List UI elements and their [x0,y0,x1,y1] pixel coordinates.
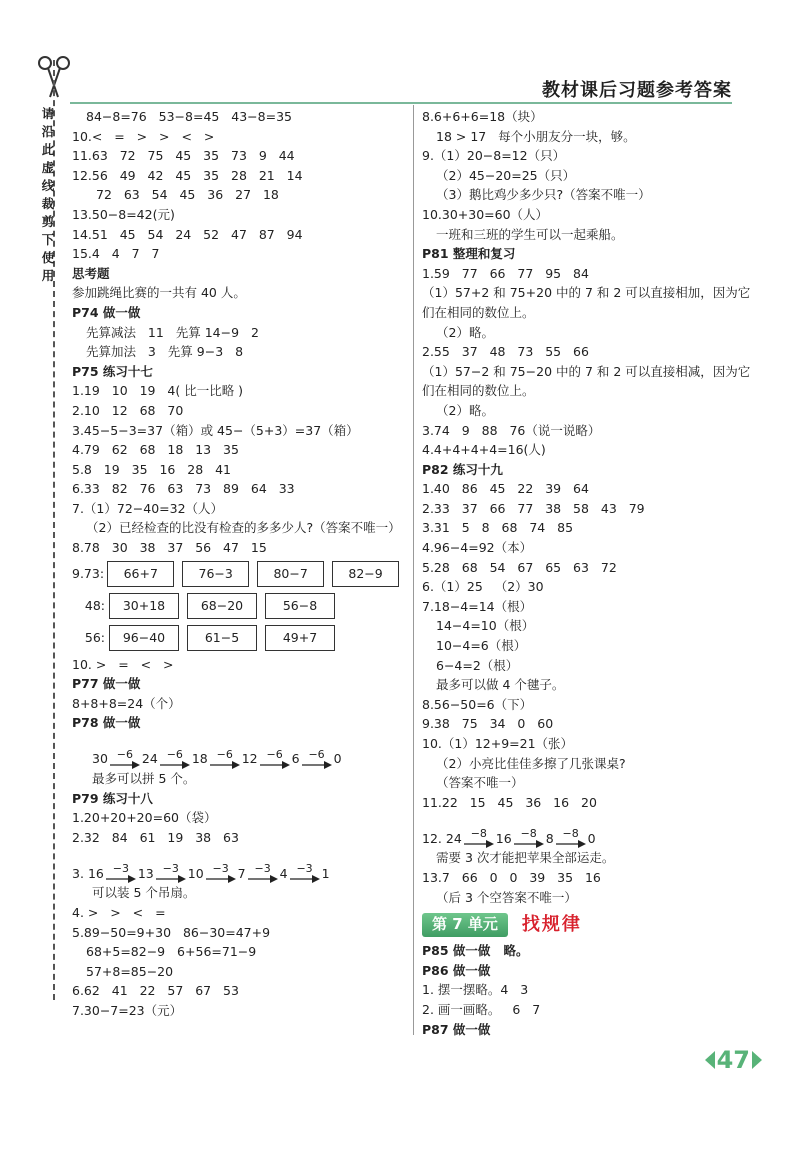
expression-box: 61−5 [187,625,257,651]
answer-line: 可以装 5 个吊扇。 [92,885,196,901]
chain-number: 10 [187,865,204,881]
right-column [422,107,752,1039]
arrow-label: −8 [470,827,487,841]
answer-line: 15.4 4 7 7 [72,246,160,262]
answer-line: （1）57+2 和 75+20 中的 7 和 2 可以直接相加，因为它们在相同的数位上。 [422,285,751,320]
section-heading: P87 做一做 [422,1021,491,1037]
chain-number: 18 [191,751,208,767]
chain-number: 30 [92,751,108,767]
answer-line: 最多可以拼 5 个。 [92,771,196,787]
answer-line: 需要 3 次才能把苹果全部运走。 [436,850,615,866]
answer-line: 2. 画一画略。 6 7 [422,1001,541,1017]
expression-box: 56−8 [265,593,335,619]
expression-box: 96−40 [109,625,179,651]
column-divider [413,105,414,1035]
chain-number: 0 [333,751,342,767]
arrow-label: −3 [112,862,129,876]
answer-line: 8.78 30 38 37 56 47 15 [72,540,267,556]
arrow-label: −8 [562,827,579,841]
arrow-label: −6 [116,748,134,762]
arrow-label: −3 [254,862,271,876]
answer-line: 参加跳绳比赛的一共有 40 人。 [72,285,246,301]
answer-line: 10.30+30=60（人） [422,206,549,222]
chain-arrow [302,749,332,769]
expression-box: 76−3 [182,561,249,587]
chain-arrow [156,863,186,883]
chain-arrow [110,749,140,769]
answer-line: （答案不唯一） [436,775,524,791]
arrow-right-icon [210,761,240,769]
question-number: 12. [422,830,442,846]
answer-line: 6.（1）25 （2）30 [422,579,544,595]
chain-number: 16 [87,865,104,881]
triangle-right-icon [752,1051,762,1069]
q9-row-48 [72,591,407,622]
answer-line: 13.50−8=42(元) [72,206,175,222]
section-heading: P77 做一做 [72,676,141,692]
section-heading: P82 练习十九 [422,461,503,477]
answer-line: （2）略。 [436,402,494,418]
chain-number: 16 [495,830,512,846]
chain-arrow [206,863,236,883]
answer-line: 72 63 54 45 36 27 18 [96,187,279,203]
section-heading: P79 练习十八 [72,790,153,806]
answer-line: 9.38 75 34 0 60 [422,716,554,732]
answer-line: 一班和三班的学生可以一起乘船。 [436,226,624,242]
answer-line: 1.19 10 19 4( 比一比略 ) [72,383,244,399]
arrow-right-icon [260,761,290,769]
answer-line: 10−4=6（根） [436,638,527,654]
answer-line: 10. > = < > [72,656,174,672]
chain-arrow [160,749,190,769]
answer-line: 6−4=2（根） [436,657,519,673]
arrow-label: −3 [296,862,313,876]
answer-line: 3.74 9 88 76（说一说略） [422,422,601,438]
answer-line: 1.59 77 66 77 95 84 [422,265,589,281]
chain-number: 8 [545,830,554,846]
answer-line: 57+8=85−20 [86,963,174,979]
box-row-label: 9.73: [72,566,105,582]
section-heading: P81 整理和复习 [422,246,516,262]
answer-line: 5.28 68 54 67 65 63 72 [422,559,617,575]
page-number [705,1046,762,1074]
arrow-right-icon [106,875,136,883]
answer-line: 8+8+8=24（个） [72,695,181,711]
expression-box: 82−9 [332,561,399,587]
answer-line: 14.51 45 54 24 52 47 87 94 [72,226,303,242]
arrow-label: −6 [216,748,233,762]
answer-line: 9.（1）20−8=12（只） [422,148,566,164]
answer-line: 5.8 19 35 16 28 41 [72,461,232,477]
answer-line: 13.7 66 0 0 39 35 16 [422,869,601,885]
section-heading: 思考题 [72,265,110,281]
answer-line: 8.56−50=6（下） [422,696,533,712]
answer-line: 1. 摆一摆略。4 3 [422,982,529,998]
chain-arrow [106,863,136,883]
chain-number: 1 [321,865,330,881]
answer-line: 7.18−4=14（根） [422,598,533,614]
chain-number: 0 [587,830,596,846]
expression-box: 30+18 [109,593,179,619]
expression-box: 49+7 [265,625,335,651]
unit-number-label: 第 7 单元 [422,913,508,937]
box-row-label: 56: [84,630,105,646]
answer-line: 7.30−7=23（元） [72,1002,183,1018]
answer-line: 18 > 17 每个小朋友分一块，够。 [436,128,636,144]
chain-number: 12 [241,751,258,767]
chain-number: 13 [137,865,154,881]
chain-number: 4 [279,865,288,881]
section-heading: P86 做一做 [422,962,491,978]
answer-line: 11.22 15 45 36 16 20 [422,794,597,810]
arrow-right-icon [206,875,236,883]
chain-arrow [248,863,278,883]
answer-line: 6.33 82 76 63 73 89 64 33 [72,481,295,497]
answer-line: 8.6+6+6=18（块） [422,109,543,124]
arrow-label: −3 [212,862,229,876]
answer-line: （2）45−20=25（只） [436,167,576,183]
answer-line: （1）57−2 和 75−20 中的 7 和 2 可以直接相减，因为它们在相同的数位上。 [422,363,751,399]
answer-line: （2）已经检查的比没有检查的多多少人?（答案不唯一） [86,520,401,536]
arrow-label: −6 [308,748,325,762]
answer-line: 4. > > < = [72,905,166,920]
chain-arrow [210,749,240,769]
answer-line: 2.33 37 66 77 38 58 43 79 [422,500,645,516]
answer-line: 3.45−5−3=37（箱）或 45−（5+3）=37（箱） [72,422,359,438]
page-number-text: 47 [716,1046,750,1074]
arrow-chain-minus-6 [72,737,407,769]
unit-title: 找规律 [521,914,582,936]
answer-line: 先算减法 11 先算 14−9 2 [86,324,259,340]
arrow-right-icon [248,875,278,883]
section-heading: P74 做一做 [72,304,141,320]
arrow-chain-minus-3 [72,851,407,883]
arrow-label: −8 [520,827,537,841]
answer-line: （2）略。 [436,324,494,340]
answer-line: 10.（1）12+9=21（张） [422,736,574,751]
arrow-label: −6 [166,748,183,762]
q9-row-56 [72,623,407,654]
arrow-right-icon [290,875,320,883]
arrow-right-icon [514,840,544,848]
answer-line: 11.63 72 75 45 35 73 9 44 [72,148,295,164]
answer-line: （2）小亮比佳佳多擦了几张课桌? [436,755,626,771]
answer-line: 2.55 37 48 73 55 66 [422,344,589,360]
box-row-label: 48: [84,598,105,614]
chain-arrow [464,828,494,848]
chain-number: 24 [141,751,158,767]
answer-line: 84−8=76 53−8=45 43−8=35 [86,109,292,124]
answer-line: 最多可以做 4 个毽子。 [436,677,565,693]
header-rule [70,102,732,104]
cut-instruction: 请沿此虚线裁剪下使用 [41,106,55,283]
left-column [72,107,407,1021]
answer-line: 6.62 41 22 57 67 53 [72,983,239,999]
expression-box: 68−20 [187,593,257,619]
arrow-right-icon [302,761,332,769]
chain-arrow [260,749,290,769]
arrow-chain-minus-8 [422,816,752,848]
answer-line: 2.10 12 68 70 [72,402,184,418]
arrow-right-icon [156,875,186,883]
chain-arrow [514,828,544,848]
chain-number: 7 [237,865,246,881]
arrow-label: −3 [162,862,179,876]
answer-line: 10.< = > > < > [72,128,215,144]
answer-line: 12.56 49 42 45 35 28 21 14 [72,167,303,183]
page-title: 教材课后习题参考答案 [542,80,732,101]
answer-line: 68+5=82−9 6+56=71−9 [86,944,257,960]
answer-line: 1.40 86 45 22 39 64 [422,481,589,497]
answer-line: （3）鹅比鸡少多少只?（答案不唯一） [436,187,651,203]
section-heading: P85 做一做 略。 [422,943,529,959]
answer-line: 3.31 5 8 68 74 85 [422,520,574,536]
q9-row-73 [72,559,407,590]
arrow-right-icon [464,840,494,848]
arrow-right-icon [556,840,586,848]
section-heading: P78 做一做 [72,715,141,731]
answer-line: 5.89−50=9+30 86−30=47+9 [72,924,271,940]
answer-line: 2.32 84 61 19 38 63 [72,829,239,845]
answer-line: （后 3 个空答案不唯一） [436,889,577,905]
section-heading: P75 练习十七 [72,363,153,379]
answer-line: 4.96−4=92（本） [422,540,533,556]
answer-line: 7.（1）72−40=32（人） [72,500,224,516]
arrow-right-icon [160,761,190,769]
answer-line: 14−4=10（根） [436,618,535,634]
chain-arrow [556,828,586,848]
unit-banner [422,911,752,939]
arrow-right-icon [110,761,140,769]
expression-box: 66+7 [107,561,174,587]
chain-number: 24 [445,830,462,846]
answer-line: 4.4+4+4+4=16(人) [422,442,546,458]
answer-line: 先算加法 3 先算 9−3 8 [86,344,244,360]
chain-number: 6 [291,751,300,767]
question-number: 3. [72,865,84,881]
answer-line: 4.79 62 68 18 13 35 [72,442,239,458]
expression-box: 80−7 [257,561,324,587]
triangle-left-icon [705,1051,715,1069]
chain-arrow [290,863,320,883]
answer-line: 1.20+20+20=60（袋） [72,810,217,826]
arrow-label: −6 [266,748,283,762]
